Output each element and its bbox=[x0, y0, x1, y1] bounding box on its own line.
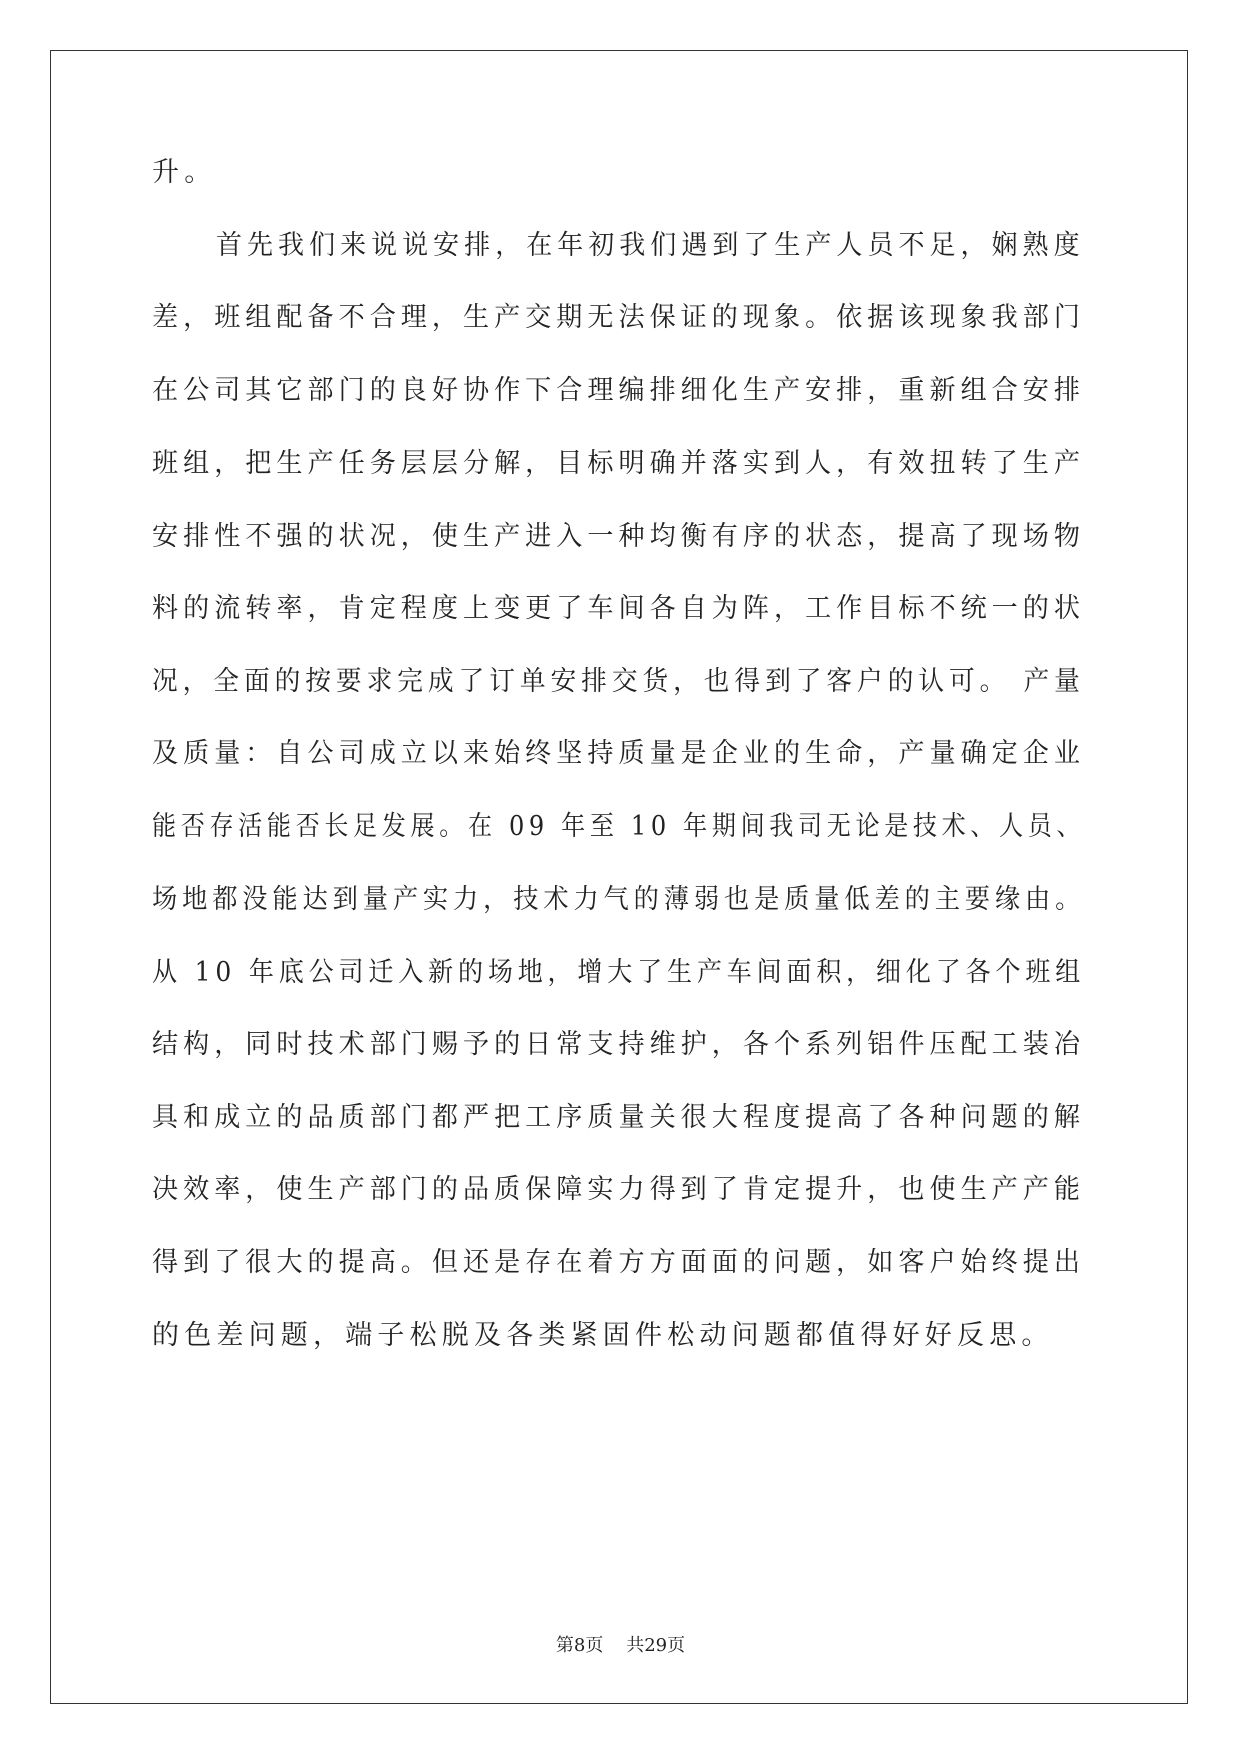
text-line: 得到了很大的提高。但还是存在着方方面面的问题，如客户始终提出 bbox=[152, 1247, 1085, 1278]
page-footer bbox=[0, 1634, 1241, 1658]
text-line: 料的流转率，肯定程度上变更了车间各自为阵，工作目标不统一的状 bbox=[152, 593, 1085, 624]
text-line: 首先我们来说说安排，在年初我们遇到了生产人员不足，娴熟度 bbox=[216, 230, 1085, 261]
text-line: 安排性不强的状况，使生产进入一种均衡有序的状态，提高了现场物 bbox=[152, 521, 1085, 552]
text-line: 从 10 年底公司迁入新的场地，增大了生产车间面积，细化了各个班组 bbox=[152, 957, 1086, 988]
text-line: 场地都没能达到量产实力，技术力气的薄弱也是质量低差的主要缘由。 bbox=[152, 884, 1086, 915]
text-line: 况，全面的按要求完成了订单安排交货，也得到了客户的认可。 产量 bbox=[152, 666, 1085, 697]
text-line: 差，班组配备不合理，生产交期无法保证的现象。依据该现象我部门 bbox=[152, 302, 1085, 333]
text-line: 的色差问题，端子松脱及各类紧固件松动问题都值得好好反思。 bbox=[152, 1320, 1054, 1351]
text-line: 具和成立的品质部门都严把工序质量关很大程度提高了各种问题的解 bbox=[152, 1102, 1085, 1133]
page-total: 共29页 bbox=[626, 1635, 686, 1656]
text-line: 结构，同时技术部门赐予的日常支持维护，各个系列铝件压配工装冶 bbox=[152, 1029, 1085, 1060]
text-line: 能否存活能否长足发展。在 09 年至 10 年期间我司无论是技术、人员、 bbox=[152, 811, 1086, 842]
page-number: 第8页 bbox=[555, 1635, 604, 1656]
text-line: 班组，把生产任务层层分解，目标明确并落实到人，有效扭转了生产 bbox=[152, 448, 1085, 479]
text-line: 及质量：自公司成立以来始终坚持质量是企业的生命，产量确定企业 bbox=[152, 738, 1085, 769]
text-line: 在公司其它部门的良好协作下合理编排细化生产安排，重新组合安排 bbox=[152, 375, 1085, 406]
text-line: 决效率，使生产部门的品质保障实力得到了肯定提升，也使生产产能 bbox=[152, 1174, 1085, 1205]
text-line: 升。 bbox=[152, 157, 217, 188]
